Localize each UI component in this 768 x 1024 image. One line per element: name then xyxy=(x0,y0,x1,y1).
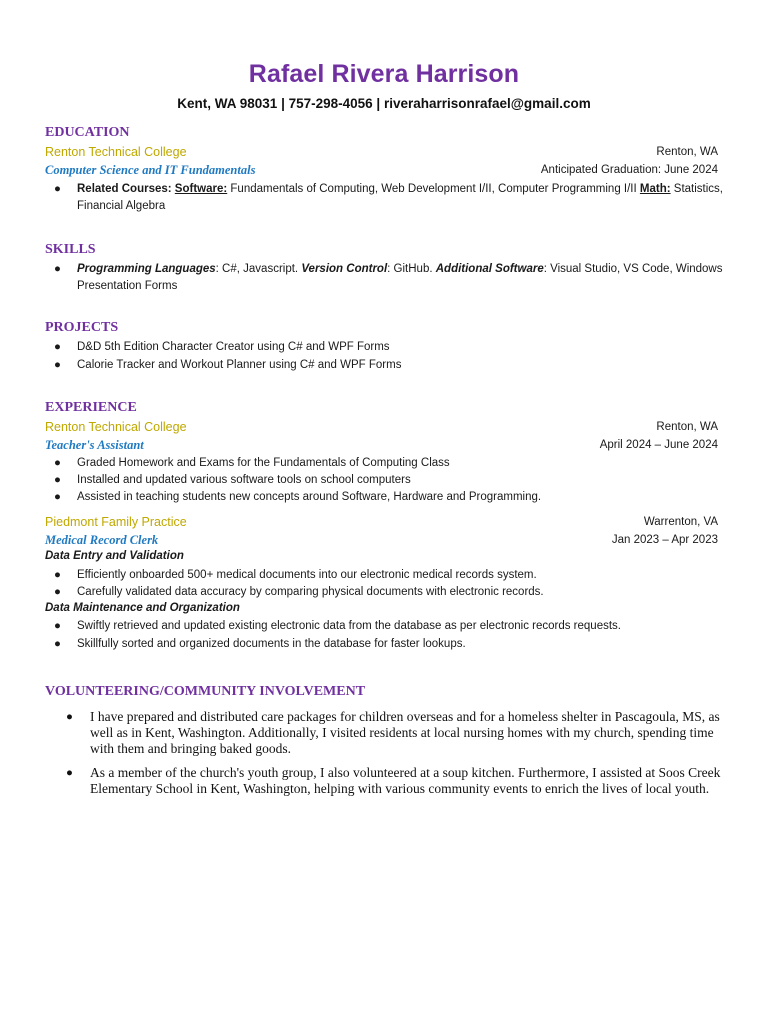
job-role: Medical Record Clerk xyxy=(45,533,159,547)
job-section-title: Data Entry and Validation xyxy=(45,550,184,562)
education-school: Renton Technical College xyxy=(45,145,187,159)
job-dates: Jan 2023 – Apr 2023 xyxy=(611,534,718,546)
bullet-icon: ● xyxy=(54,263,61,275)
bullet-icon: ● xyxy=(54,491,61,503)
bullet-icon: ● xyxy=(54,569,61,581)
education-courses xyxy=(54,181,724,215)
education-location: Renton, WA xyxy=(656,146,718,158)
software-label: Software: xyxy=(174,183,228,195)
bullet-icon: ● xyxy=(54,341,61,353)
skill-languages-label: Programming Languages xyxy=(77,263,216,275)
list-item: ● I have prepared and distributed care packages for children overseas and for a homeless shelter in Pascagoula, MS, as well as in Kent, Washington. Additionally, I visited residents at local nursing homes with my church, spending time with them and bringing baked goods. xyxy=(66,709,720,756)
education-heading: EDUCATION xyxy=(45,125,130,140)
education-program: Computer Science and IT Fundamentals xyxy=(45,163,256,177)
projects-heading: PROJECTS xyxy=(45,320,119,335)
volunteering-heading: VOLUNTEERING/COMMUNITY INVOLVEMENT xyxy=(45,684,366,699)
software-courses: Fundamentals of Computing, Web Development I/II, Computer Programming I/II xyxy=(227,183,640,195)
list-item: ● Calorie Tracker and Workout Planner using C# and WPF Forms xyxy=(54,357,724,374)
courses-label: Related Courses: xyxy=(77,183,172,195)
skill-additional-value: : Visual Studio, VS Code, Windows Presentation Forms xyxy=(77,263,723,292)
contact-line: Kent, WA 98031 | 757-298-4056 | riveraharrisonrafael@gmail.com xyxy=(177,96,591,111)
list-item: ● As a member of the church's youth group, I also volunteered at a soup kitchen. Furthermore, I assisted at Soos Creek Elementary School in Kent, Washington, helping with various community events to enrich the lives of local youth. xyxy=(66,765,721,796)
job-dates: April 2024 – June 2024 xyxy=(599,439,718,451)
skill-vc-label: Version Control xyxy=(301,263,388,275)
skill-languages-value: : C#, Javascript. xyxy=(215,263,302,275)
list-item: ● Assisted in teaching students new concepts around Software, Hardware and Programming. xyxy=(54,489,724,506)
education-graduation: Anticipated Graduation: June 2024 xyxy=(540,164,718,176)
bullet-icon: ● xyxy=(66,711,73,723)
list-item: ● Swiftly retrieved and updated existing electronic data from the database as per electronic records requests. xyxy=(54,618,724,635)
list-item: ● Skillfully sorted and organized documents in the database for faster lookups. xyxy=(54,636,724,653)
skill-vc-value: : GitHub. xyxy=(387,263,436,275)
skills-list xyxy=(54,261,724,295)
candidate-name: Rafael Rivera Harrison xyxy=(248,60,520,88)
experience-heading: EXPERIENCE xyxy=(45,400,137,415)
bullet-icon: ● xyxy=(54,638,61,650)
job-org: Piedmont Family Practice xyxy=(45,515,187,529)
bullet-icon: ● xyxy=(54,474,61,486)
job-org: Renton Technical College xyxy=(45,420,187,434)
job-role: Teacher's Assistant xyxy=(45,438,144,452)
list-item: ● D&D 5th Edition Character Creator using C# and WPF Forms xyxy=(54,339,724,356)
job-location: Renton, WA xyxy=(656,421,718,433)
bullet-icon: ● xyxy=(54,620,61,632)
bullet-icon: ● xyxy=(54,586,61,598)
job-location: Warrenton, VA xyxy=(643,516,718,528)
skill-additional-label: Additional Software xyxy=(435,263,544,275)
list-item: ● Efficiently onboarded 500+ medical documents into our electronic medical records system. xyxy=(54,567,724,584)
bullet-icon: ● xyxy=(54,359,61,371)
job-section-title: Data Maintenance and Organization xyxy=(45,602,240,614)
bullet-icon: ● xyxy=(66,767,73,779)
bullet-icon: ● xyxy=(54,183,61,195)
math-courses: Statistics, Financial Algebra xyxy=(77,183,723,212)
math-label: Math: xyxy=(639,183,671,195)
bullet-icon: ● xyxy=(54,457,61,469)
list-item: ● Installed and updated various software tools on school computers xyxy=(54,472,724,489)
list-item: ● Carefully validated data accuracy by comparing physical documents with electronic records. xyxy=(54,584,724,601)
list-item: ● Graded Homework and Exams for the Fundamentals of Computing Class xyxy=(54,455,724,472)
skills-heading: SKILLS xyxy=(45,242,96,257)
